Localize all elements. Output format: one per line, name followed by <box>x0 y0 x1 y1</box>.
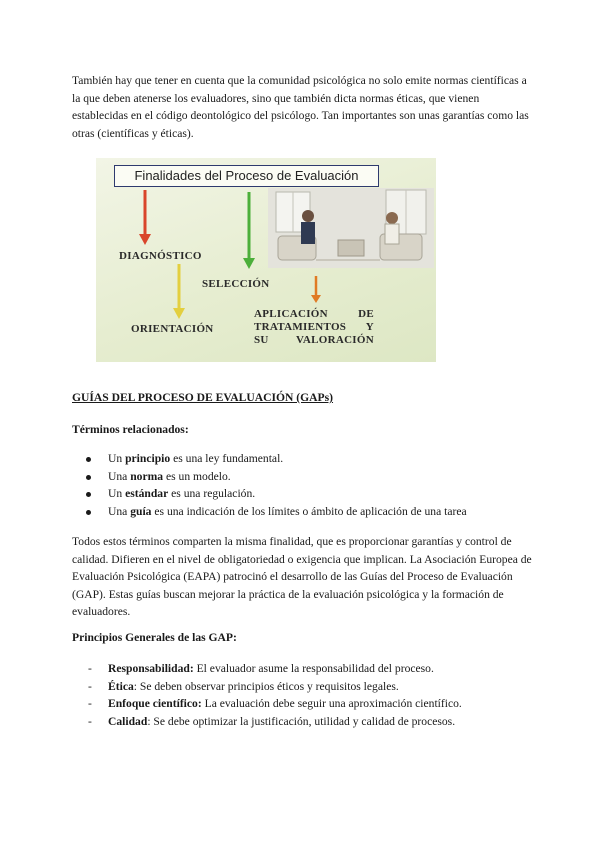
bullet-icon <box>86 457 91 462</box>
list-item: Un principio es una ley fundamental. <box>72 450 542 468</box>
evaluation-purposes-figure <box>96 158 436 362</box>
body-paragraph: Todos estos términos comparten la misma finalidad, que es proporcionar garantías y control de calidad. Difieren en el nivel de obligatoriedad o exigencia que implican. La Asociación Europea de Evaluación Psicológica (EAPA) patrocinó el desarrollo de las Guías del Proceso de Evaluación (GAP). Estas guías buscan mejorar la práctica de la evaluación psicológica y la formación de evaluadores. <box>72 535 532 618</box>
dash-marker: - <box>88 679 92 693</box>
label-seleccion: SELECCIÓN <box>202 278 270 290</box>
bullet-icon <box>86 475 91 480</box>
intro-paragraph: También hay que tener en cuenta que la comunidad psicológica no solo emite normas científicas a la que deben atenerse los evaluadores, sino que también dicta normas éticas, que vienen establecidas en el código deontológico del psicólogo. Tan importantes son unas garantías como las otras (científicas y éticas). <box>72 74 529 140</box>
terms-list <box>72 450 542 520</box>
bullet-icon <box>86 510 91 515</box>
list-item: Una norma es un modelo. <box>72 468 542 486</box>
principles-heading: Principios Generales de las GAP: <box>72 631 237 644</box>
label-orientacion: ORIENTACIÓN <box>131 323 214 335</box>
red-arrow-icon <box>138 190 152 246</box>
list-item: - Calidad: Se debe optimizar la justificación, utilidad y calidad de procesos. <box>72 713 542 731</box>
list-item: Un estándar es una regulación. <box>72 485 542 503</box>
label-aplicacion: APLICACIÓN DE TRATAMIENTOS Y SU VALORACIÓN <box>254 308 374 346</box>
list-item: Una guía es una indicación de los límites o ámbito de aplicación de una tarea <box>72 503 542 521</box>
yellow-arrow-icon <box>172 264 186 320</box>
figure-title: Finalidades del Proceso de Evaluación <box>114 165 379 187</box>
dash-marker: - <box>88 714 92 728</box>
terms-heading: Términos relacionados: <box>72 423 189 436</box>
bullet-icon <box>86 492 91 497</box>
therapy-session-photo <box>268 188 434 268</box>
list-item: - Ética: Se deben observar principios éticos y requisitos legales. <box>72 678 542 696</box>
orange-arrow-icon <box>310 276 322 304</box>
green-arrow-icon <box>242 192 256 270</box>
dash-marker: - <box>88 662 92 675</box>
principles-list <box>72 660 542 730</box>
dash-marker: - <box>88 697 92 710</box>
list-item: - Responsabilidad: El evaluador asume la responsabilidad del proceso. <box>72 660 542 678</box>
section-heading: GUÍAS DEL PROCESO DE EVALUACIÓN (GAPs) <box>72 391 334 404</box>
list-item: - Enfoque científico: La evaluación debe seguir una aproximación científico. <box>72 695 542 713</box>
label-diagnostico: DIAGNÓSTICO <box>119 250 202 262</box>
